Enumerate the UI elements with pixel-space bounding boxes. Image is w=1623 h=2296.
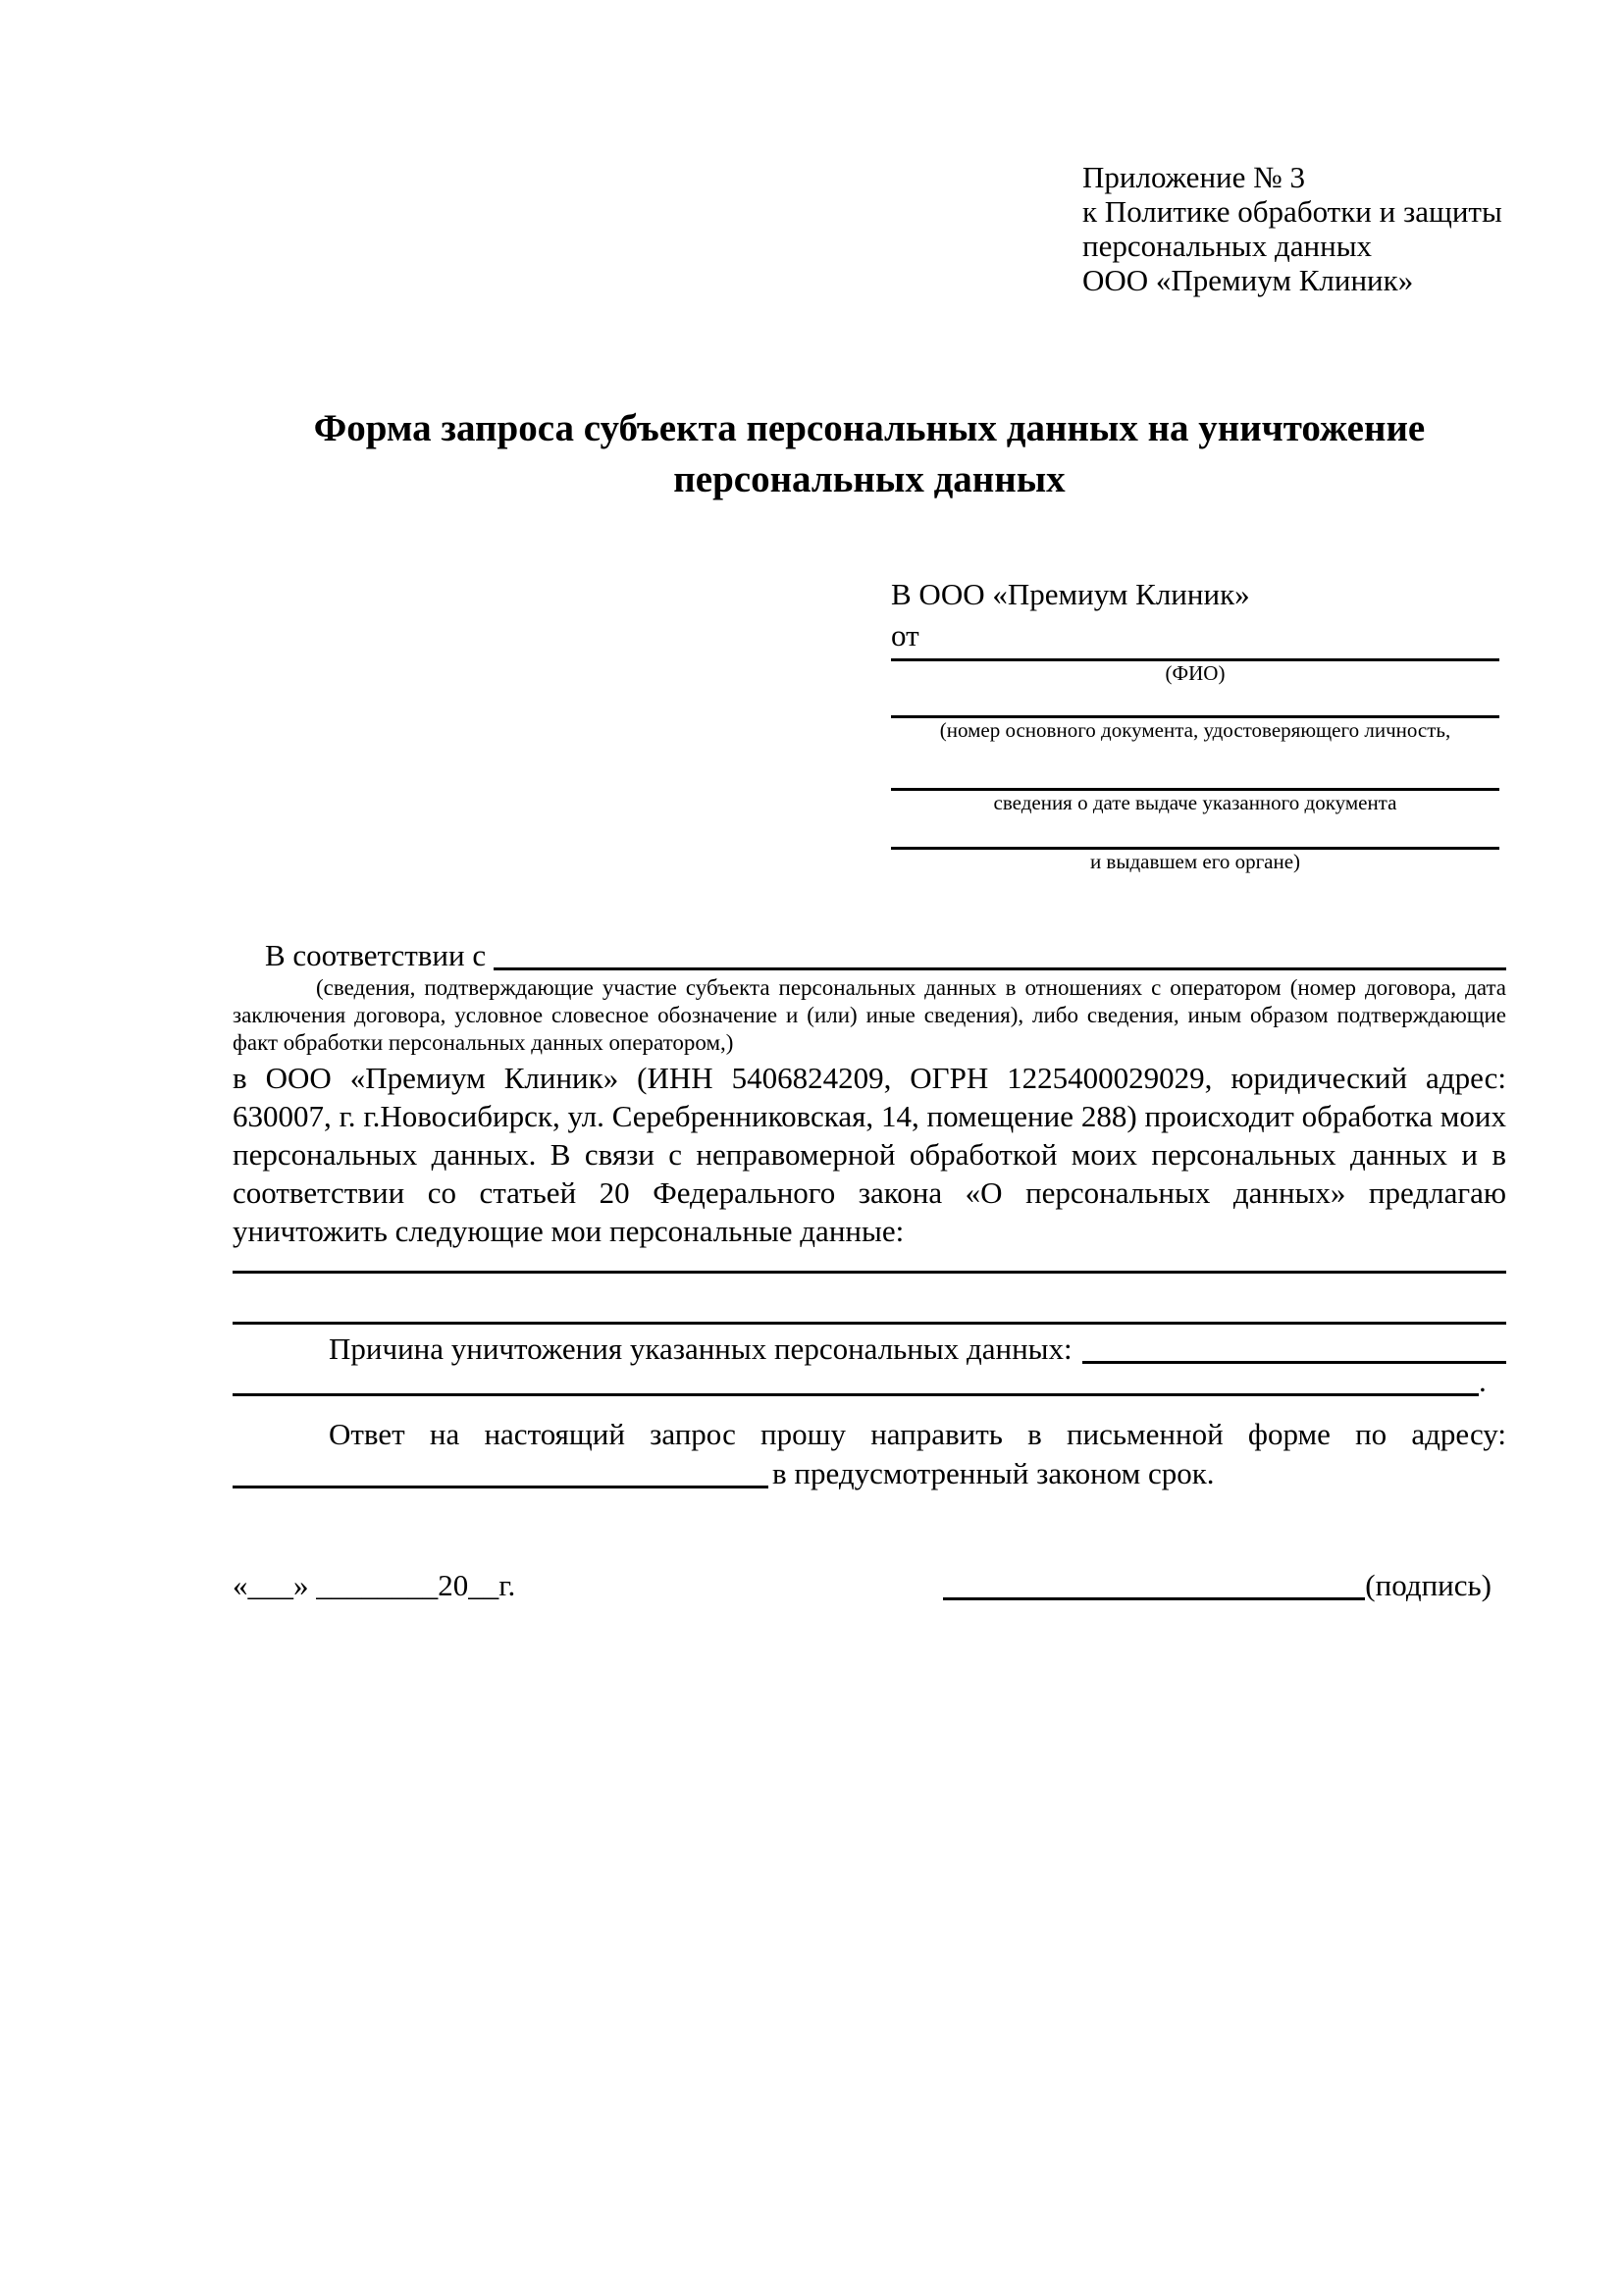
reason-continuation-row	[233, 1364, 1506, 1400]
response-lead: Ответ на настоящий запрос прошу направить в письменной форме по адресу:	[329, 1417, 1506, 1451]
issuing-authority-caption: и выдавшем его органе)	[1089, 850, 1301, 873]
accordance-row	[233, 936, 1506, 974]
data-blank-line-1	[233, 1250, 1506, 1274]
signature-caption: (подпись)	[1365, 1568, 1492, 1602]
annex-header-line: Приложение № 3	[1082, 160, 1305, 194]
fio-caption: (ФИО)	[1165, 661, 1226, 685]
document-number-blank-line	[891, 686, 1499, 718]
document-number-caption: (номер основного документа, удостоверяющего личность,	[939, 718, 1451, 742]
issue-date-caption: сведения о дате выдаче указанного документа	[993, 791, 1397, 814]
response-tail: в предусмотренный законом срок.	[772, 1456, 1215, 1490]
reason-blank-line-2	[233, 1393, 1479, 1396]
addressee-block	[891, 574, 1499, 874]
reason-line-period: .	[1479, 1364, 1487, 1398]
response-address-row	[233, 1453, 1506, 1492]
annex-header-line: к Политике обработки и защиты	[1082, 194, 1502, 229]
address-blank-line	[233, 1486, 768, 1488]
reason-label: Причина уничтожения указанных персональных данных:	[329, 1331, 1073, 1366]
issuing-authority-blank-line	[891, 815, 1499, 850]
accordance-blank-line	[494, 967, 1506, 970]
reason-blank-line	[1082, 1361, 1506, 1364]
footer-row	[233, 1565, 1506, 1604]
addressee-to: В ООО «Премиум Клиник»	[891, 577, 1250, 611]
signature-group	[943, 1566, 1492, 1604]
addressee-from-label: от	[891, 618, 919, 652]
document-title: Форма запроса субъекта персональных данных на уничтожение персональных данных	[313, 407, 1426, 500]
annex-header-line: персональных данных	[1082, 229, 1373, 263]
issue-date-blank-line	[891, 743, 1499, 791]
annex-header	[1082, 160, 1506, 297]
fine-print-note: (сведения, подтверждающие участие субъекта персональных данных в отношениях с оператором (номер договора, дата заключения договора, условное словесное обозначение и (или) иные сведения), либо сведения, иным образом подтверждающие факт обработки персональных данных оператором,)	[233, 975, 1506, 1055]
main-paragraph: в ООО «Премиум Клиник» (ИНН 5406824209, ОГРН 1225400029029, юридический адрес: 630007, г. г.Новосибирск, ул. Серебренниковская, 14, помещение 288) происходит обработка моих персональных данных. В связи с неправомерной обработкой моих персональных данных и в соответствии со статьей 20 Федерального закона «О персональных данных» предлагаю уничтожить следующие мои персональные данные:	[233, 1061, 1506, 1248]
data-blank-line-2	[233, 1274, 1506, 1325]
accordance-lead: В соответствии с	[265, 938, 487, 972]
reason-row	[233, 1330, 1506, 1368]
annex-header-line: ООО «Премиум Клиник»	[1082, 263, 1414, 297]
signature-blank-line	[943, 1597, 1365, 1600]
date-blank: «___» ________20__г.	[233, 1568, 516, 1602]
